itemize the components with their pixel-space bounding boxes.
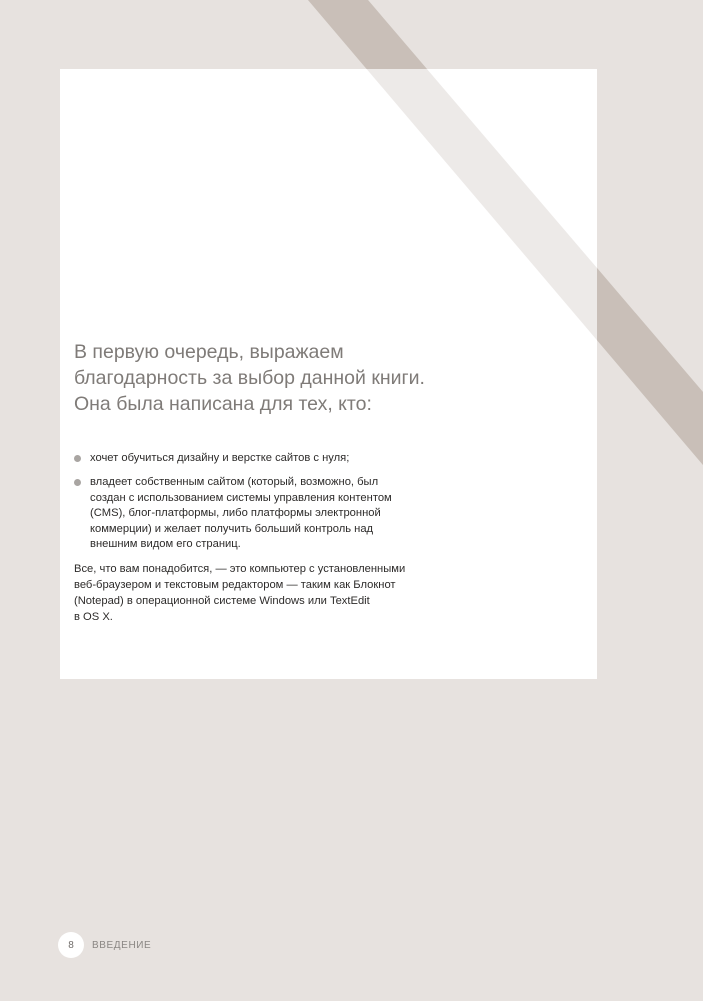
list-item-line: создан с использованием системы управления контентом (90, 491, 392, 504)
paragraph-line: (Notepad) в операционной системе Windows или TextEdit (74, 595, 370, 608)
list-item (74, 475, 454, 552)
list-item (74, 451, 454, 466)
audience-list (74, 451, 454, 552)
paragraph-line: веб-браузером и текстовым редактором — таким как Блокнот (74, 579, 396, 592)
page-number: 8 (58, 932, 84, 958)
page-footer (58, 932, 151, 958)
list-item-line: владеет собственным сайтом (который, возможно, был (90, 476, 379, 489)
intro-line: Она была написана для тех, кто: (74, 393, 372, 415)
bullet-icon (74, 479, 81, 486)
requirements-paragraph (74, 561, 454, 625)
list-item-line: внешним видом его страниц. (90, 538, 241, 551)
intro-line: В первую очередь, выражаем (74, 341, 344, 363)
paragraph-line: Все, что вам понадобится, — это компьютер с установленными (74, 563, 406, 576)
intro-line: благодарность за выбор данной книги. (74, 367, 425, 389)
list-item-line: (CMS), блог-платформы, либо платформы электронной (90, 507, 381, 520)
section-title: ВВЕДЕНИЕ (92, 939, 152, 951)
paragraph-line: в OS X. (74, 611, 113, 624)
intro-heading (74, 339, 454, 417)
page-content (74, 339, 454, 625)
bullet-icon (74, 455, 81, 462)
list-item-line: коммерции) и желает получить больший контроль над (90, 522, 374, 535)
list-item-line: хочет обучиться дизайну и верстке сайтов с нуля; (90, 452, 350, 464)
